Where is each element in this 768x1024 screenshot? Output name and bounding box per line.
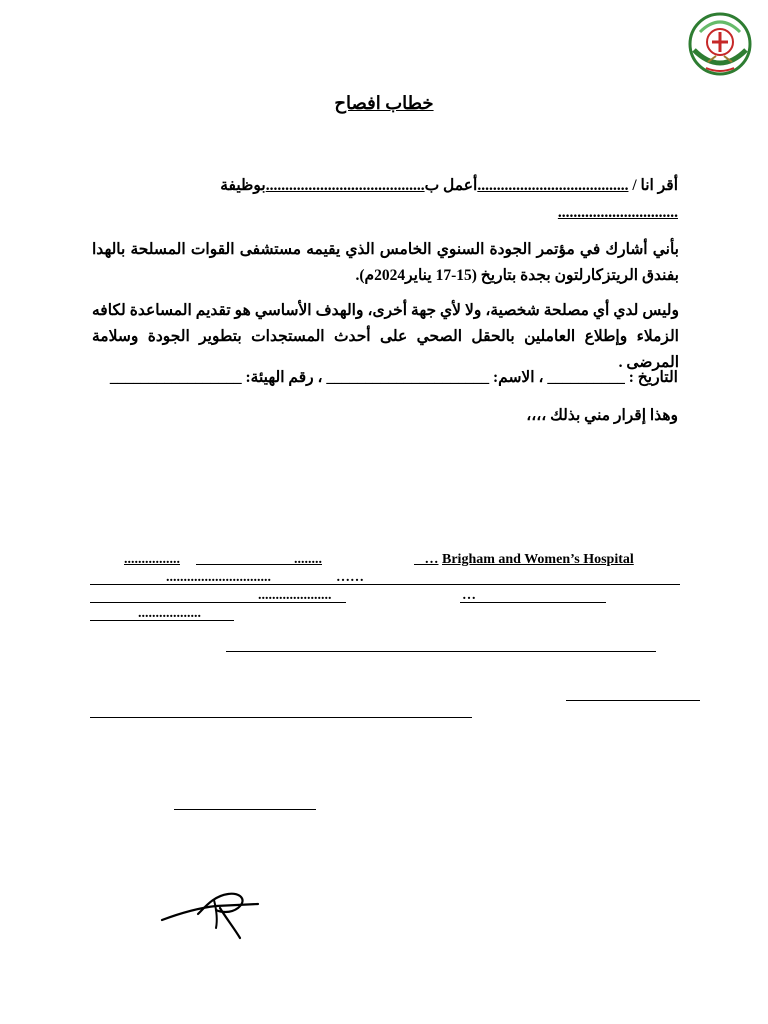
date-label: التاريخ : bbox=[624, 369, 678, 386]
row2-dots-a bbox=[166, 570, 271, 586]
declaration-line-2 bbox=[558, 204, 678, 222]
hospital-name: Brigham and Women’s Hospital bbox=[442, 552, 634, 567]
name-label: ، الاسم: bbox=[489, 369, 548, 386]
fields-line bbox=[110, 368, 678, 387]
blank-rule-3 bbox=[90, 717, 472, 718]
page-title bbox=[0, 93, 768, 114]
rule-row3-right bbox=[460, 602, 606, 603]
paragraph-participation: بأني أشارك في مؤتمر الجودة السنوي الخامس الذي يقيمه مستشفى القوات المسلحة بالهدا بفندق الريتزكارلتون بجدة بتاريخ (15-17 يناير2024م). bbox=[92, 241, 679, 284]
name-blank: _____________________ bbox=[326, 369, 490, 386]
id-blank: _________________ bbox=[109, 369, 242, 386]
name-dots: ....................................... bbox=[477, 177, 629, 194]
paragraph-no-interest: وليس لدي أي مصلحة شخصية، ولا لأي جهة أخرى، والهدف الأساسي هو تقديم المساعدة لكافه الزملاء وإطلاع العاملين بالحقل الصحي على أحدث المستجدات بتطوير الجودة وسلامة المرضى . bbox=[92, 302, 679, 371]
row3-dots-b bbox=[462, 588, 476, 604]
blank-rule-4 bbox=[174, 809, 316, 810]
declaration-line-1 bbox=[220, 176, 678, 195]
job-dots: ............................... bbox=[557, 204, 678, 221]
row2-dots-b bbox=[336, 570, 364, 586]
signature-icon bbox=[158, 882, 268, 942]
closing-statement: وهذا إقرار مني بذلك ،،،، bbox=[526, 407, 678, 424]
row1-dots-b-text: ........ bbox=[294, 552, 322, 567]
row3-dots-a-text: ..................... bbox=[258, 588, 332, 603]
job-label: بوظيفة bbox=[220, 177, 266, 194]
row1-dots-a-text: ................ bbox=[124, 552, 180, 567]
title-text: خطاب افصاح bbox=[334, 93, 434, 113]
id-label: ، رقم الهيئة: bbox=[241, 369, 327, 386]
workplace-dots: ......................................... bbox=[265, 177, 425, 194]
row3-dots-b-text: … bbox=[462, 588, 476, 603]
row4-dots bbox=[138, 606, 201, 622]
row2-dots-a-text: .............................. bbox=[166, 570, 271, 585]
hospital-line bbox=[414, 552, 634, 568]
row3-dots-a bbox=[258, 588, 332, 604]
medical-services-emblem-logo bbox=[686, 10, 754, 78]
blank-rule-1 bbox=[226, 651, 656, 652]
row2-dots-b-text: …… bbox=[336, 570, 364, 585]
row1-dots-a bbox=[124, 552, 180, 568]
date-blank: __________ bbox=[547, 369, 625, 386]
blank-rule-2 bbox=[566, 700, 700, 701]
row1-line bbox=[196, 552, 322, 568]
row4-dots-text: .................. bbox=[138, 606, 201, 621]
declaration-prefix: أقر انا / bbox=[628, 177, 678, 194]
hospital-lead-dots: … bbox=[424, 552, 439, 567]
work-at-label: أعمل ب bbox=[424, 177, 478, 194]
